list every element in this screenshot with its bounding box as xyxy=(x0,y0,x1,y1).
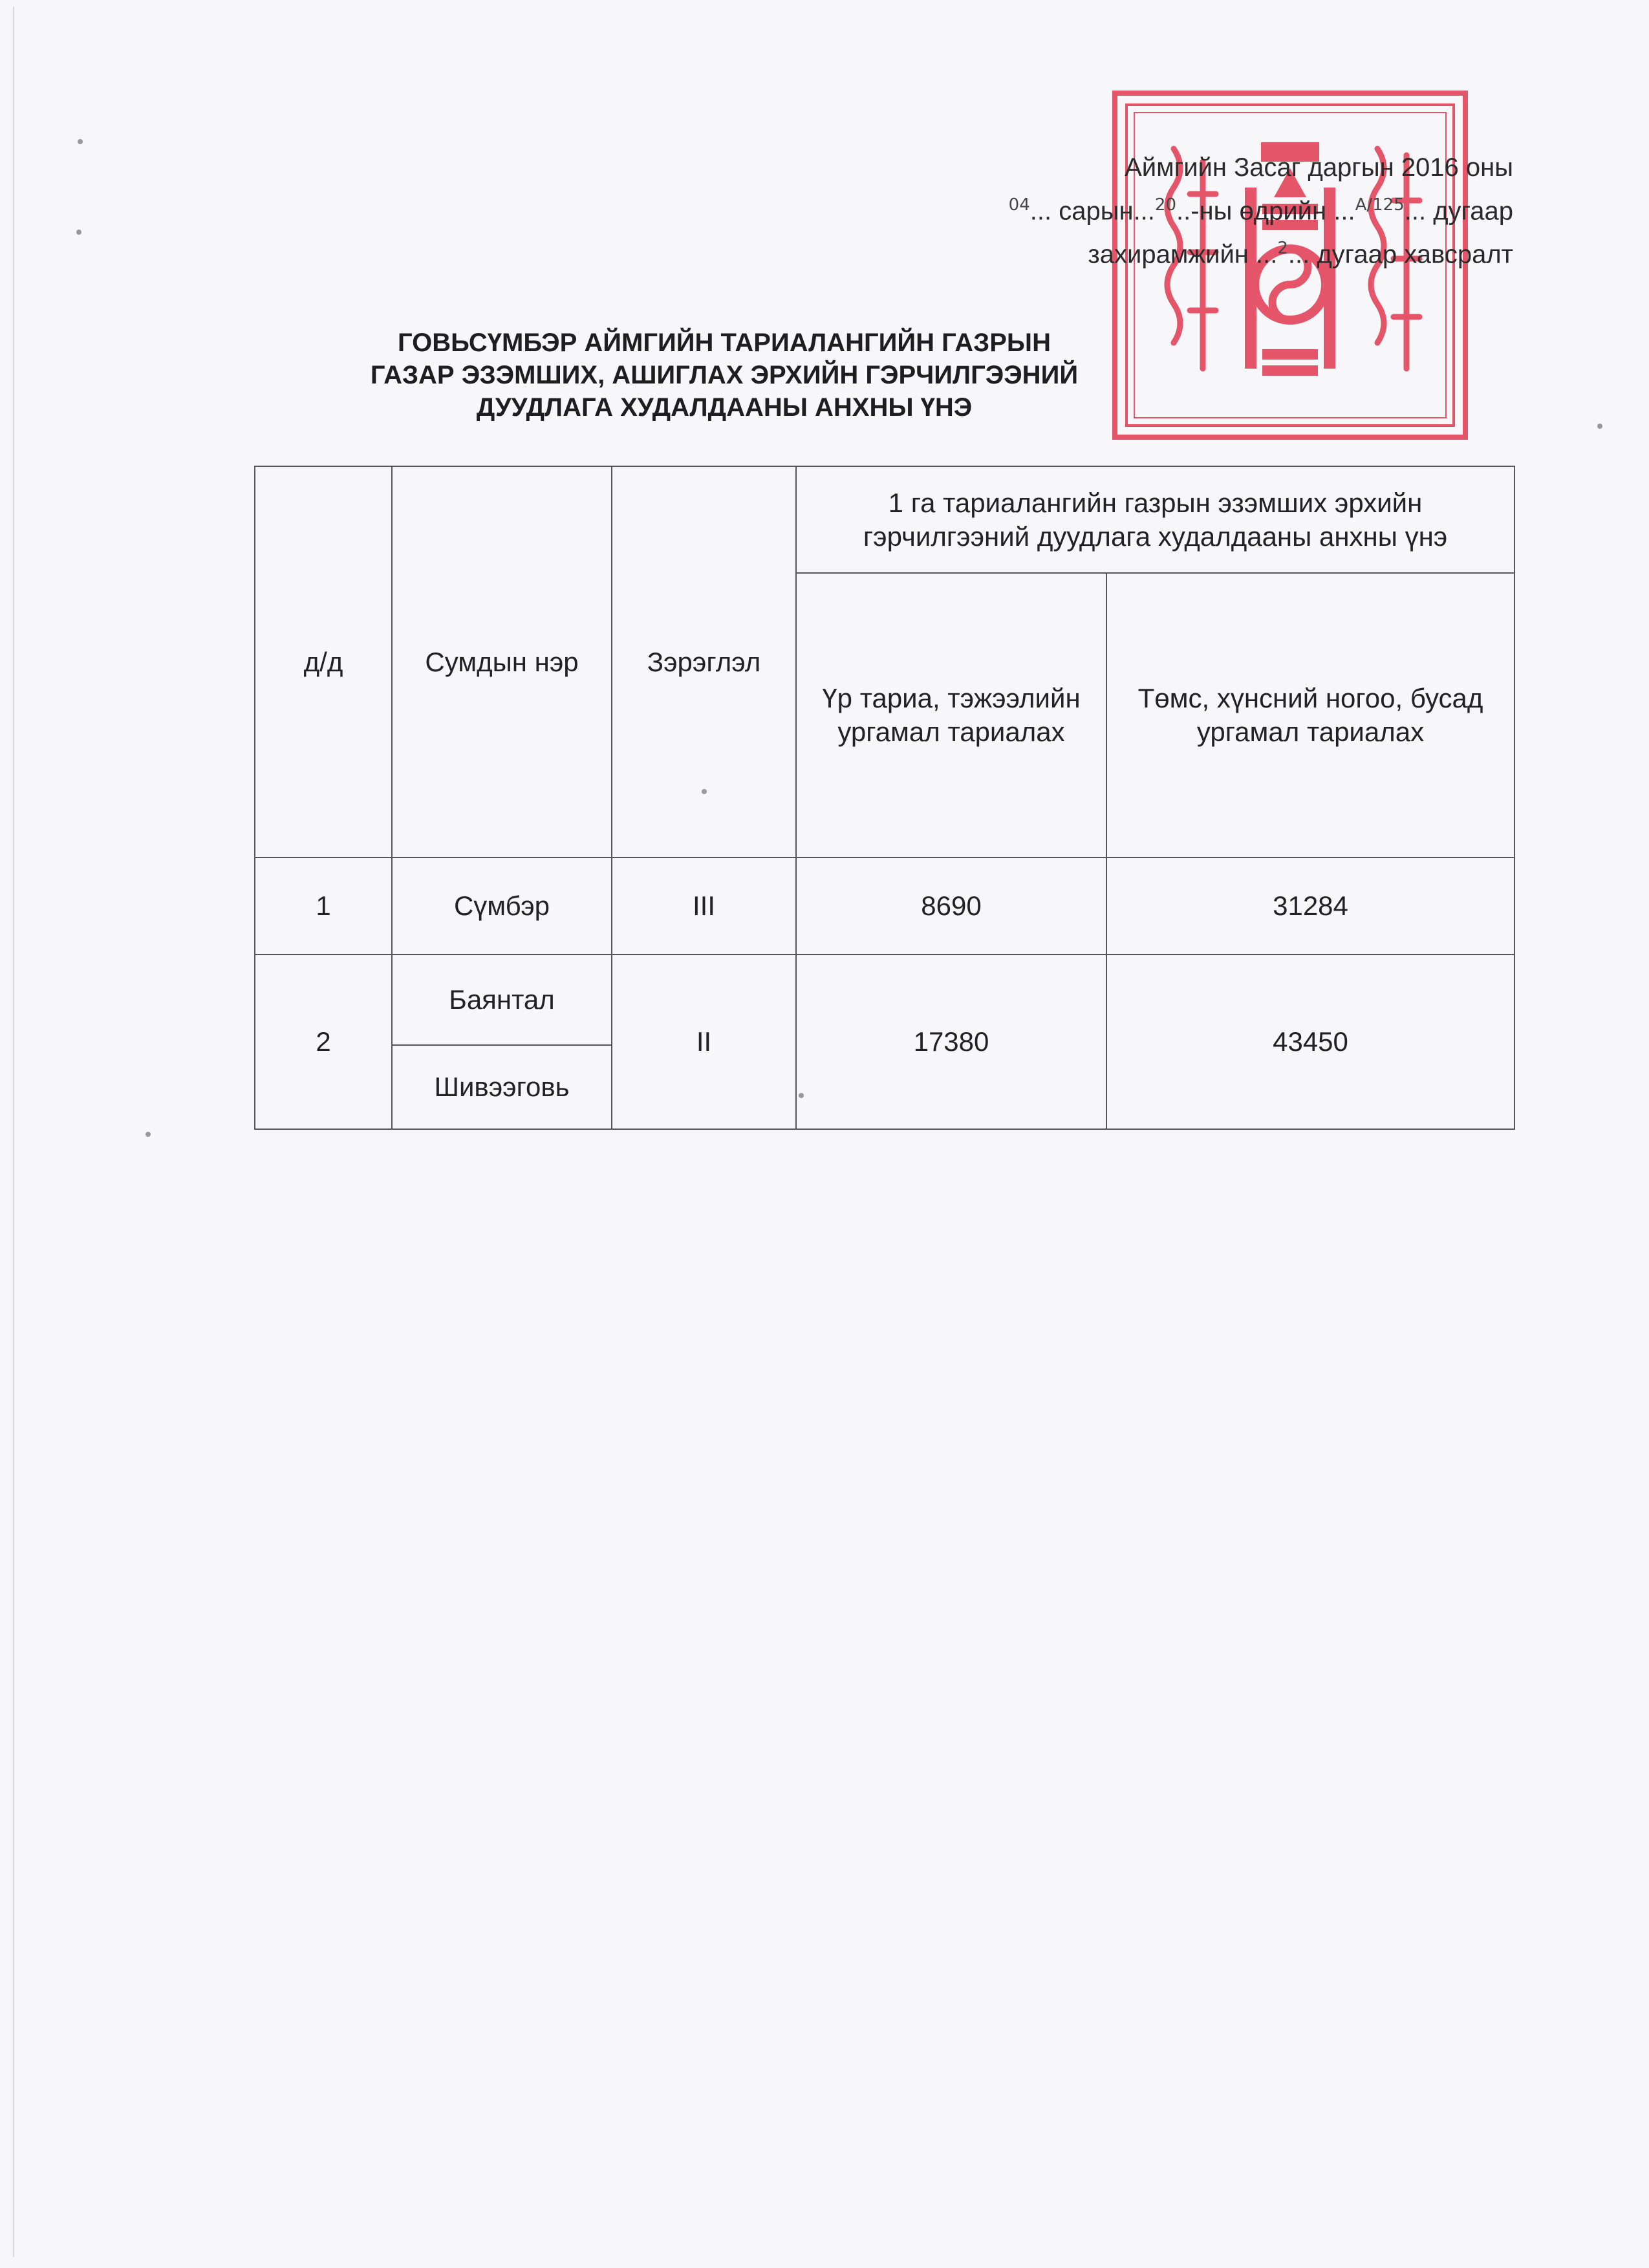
soum-name: Сүмбэр xyxy=(392,858,612,955)
header-line-1: Аймгийн Засаг даргын 2016 оны xyxy=(1125,153,1513,182)
grain-price: 17380 xyxy=(796,955,1106,1129)
scan-speck xyxy=(1597,424,1602,429)
header-line-2-prefix: сарын xyxy=(1059,197,1134,226)
vegetable-price: 43450 xyxy=(1106,955,1514,1129)
table-row xyxy=(255,858,1514,955)
table-row xyxy=(255,955,1514,1045)
scan-speck xyxy=(78,139,83,144)
vegetable-price: 31284 xyxy=(1106,858,1514,955)
header-line-3-suffix: дугаар хавсралт xyxy=(1317,240,1513,269)
header-potato-vegetables: Төмс, хүнсний ногоо, бусад ургамал тариалах xyxy=(1106,573,1514,858)
title-line-1: ГОВЬСҮМБЭР АЙМГИЙН ТАРИАЛАНГИЙН ГАЗРЫН xyxy=(398,329,1051,357)
header-line-2: $^{04}$... сарын...$^{20}$..-ны өдрийн ...$^{А/125}$... дугаар xyxy=(1008,195,1513,226)
grade-value: III xyxy=(612,858,796,955)
handwritten-number: А/125 xyxy=(1355,195,1405,215)
scan-speck xyxy=(146,1132,151,1137)
header-soum-name: Сумдын нэр xyxy=(392,466,612,858)
initial-price-table xyxy=(254,466,1515,1130)
soum-name: Баянтал xyxy=(392,955,612,1045)
header-grain-fodder: Үр тариа, тэжээлийн ургамал тариалах xyxy=(796,573,1106,858)
scan-speck xyxy=(702,789,707,794)
soum-name: Шивээговь xyxy=(392,1045,612,1129)
header-grade: Зэрэглэл xyxy=(612,466,796,858)
handwritten-day: 20 xyxy=(1154,195,1176,215)
header-line-2-mid: -ны өдрийн xyxy=(1191,197,1327,226)
header-line-3-prefix: захирамжийн xyxy=(1088,240,1249,269)
header-line-3: захирамжийн ...$^2$... дугаар хавсралт xyxy=(1088,239,1513,269)
document-title xyxy=(362,327,1086,424)
handwritten-appendix: 2 xyxy=(1277,239,1288,259)
header-line-2-suffix: дугаар xyxy=(1433,197,1513,226)
title-line-3: ДУУДЛАГА ХУДАЛДААНЫ АНХНЫ ҮНЭ xyxy=(476,393,973,422)
table-header-row xyxy=(255,466,1514,573)
grade-value: II xyxy=(612,955,796,1129)
header-price-group: 1 га тариалангийн газрын эзэмших эрхийн гэрчилгээний дуудлага худалдааны анхны үнэ xyxy=(796,466,1514,573)
header-no: д/д xyxy=(255,466,392,858)
row-number: 1 xyxy=(255,858,392,955)
title-line-2: ГАЗАР ЭЗЭМШИХ, АШИГЛАХ ЭРХИЙН ГЭРЧИЛГЭЭНИЙ xyxy=(370,361,1079,389)
scan-speck xyxy=(76,230,81,235)
scan-speck xyxy=(799,1093,804,1098)
grain-price: 8690 xyxy=(796,858,1106,955)
handwritten-month: 04 xyxy=(1008,195,1030,215)
appendix-header xyxy=(931,149,1513,274)
row-number: 2 xyxy=(255,955,392,1129)
